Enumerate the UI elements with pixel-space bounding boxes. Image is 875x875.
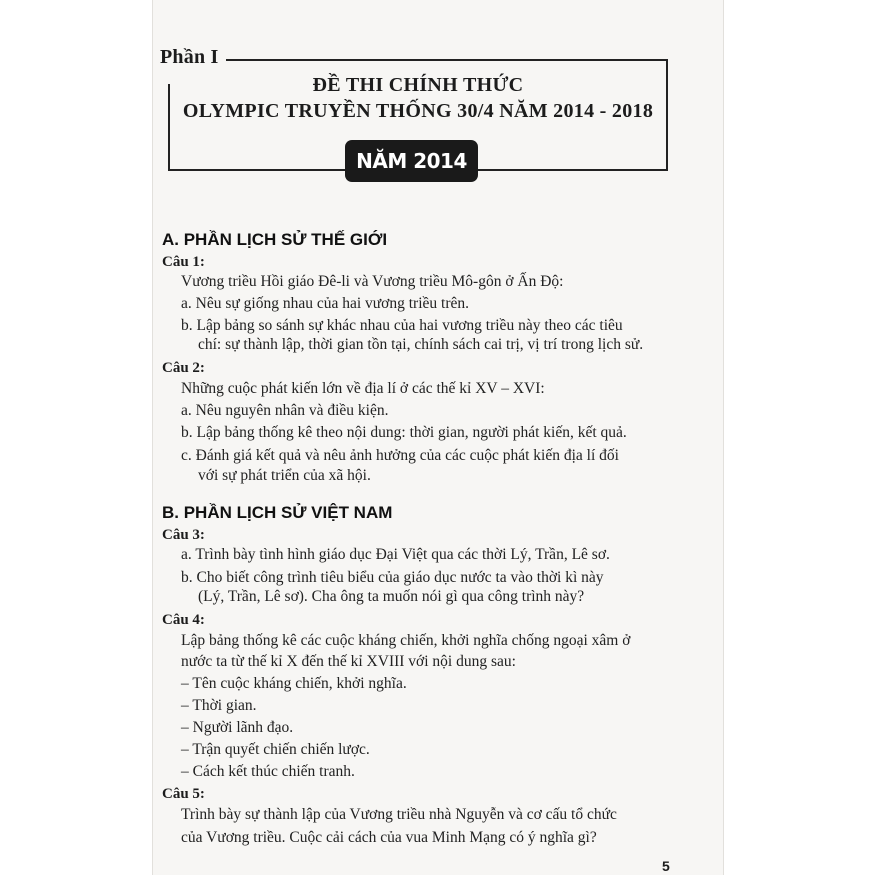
title-frame-top	[328, 59, 668, 61]
question-4-label: Câu 4:	[162, 612, 205, 628]
q2-c-line2: với sự phát triển của xã hội.	[198, 467, 371, 484]
title-line-1: ĐỀ THI CHÍNH THỨC	[312, 74, 524, 96]
q3-b-line2: (Lý, Trần, Lê sơ). Cha ông ta muốn nói gì qua công trình này?	[198, 588, 585, 605]
question-3-label: Câu 3:	[162, 527, 205, 543]
q3-a: a. Trình bày tình hình giáo dục Đại Việt qua các thời Lý, Trần, Lê sơ.	[181, 546, 610, 563]
q2-b: b. Lập bảng thống kê theo nội dung: thời gian, người phát kiến, kết quả.	[181, 424, 627, 441]
q3-b-line1: b. Cho biết công trình tiêu biểu của giáo dục nước ta vào thời kì này	[181, 569, 604, 586]
section-b-heading: B. PHẦN LỊCH SỬ VIỆT NAM	[162, 503, 393, 522]
question-1-label: Câu 1:	[162, 254, 205, 270]
year-badge: NĂM 2014	[345, 140, 478, 182]
q5-line1: Trình bày sự thành lập của Vương triều nhà Nguyễn và cơ cấu tổ chức	[181, 806, 617, 823]
page-number: 5	[662, 858, 670, 874]
q5-line2: của Vương triều. Cuộc cải cách của vua Minh Mạng có ý nghĩa gì?	[181, 829, 597, 846]
q1-b-line2: chí: sự thành lập, thời gian tồn tại, chính sách cai trị, vị trí trong lịch sử.	[198, 336, 644, 353]
question-5-label: Câu 5:	[162, 786, 205, 802]
q2-intro: Những cuộc phát kiến lớn về địa lí ở các thế kỉ XV – XVI:	[181, 380, 545, 397]
q4-intro-line1: Lập bảng thống kê các cuộc kháng chiến, khởi nghĩa chống ngoại xâm ở	[181, 632, 631, 649]
title-line-2: OLYMPIC TRUYỀN THỐNG 30/4 NĂM 2014 - 2018	[182, 100, 654, 122]
q4-item: – Tên cuộc kháng chiến, khởi nghĩa.	[181, 675, 407, 692]
q1-b-line1: b. Lập bảng so sánh sự khác nhau của hai vương triều này theo các tiêu	[181, 317, 623, 334]
q4-item: – Thời gian.	[181, 697, 257, 714]
q2-c-line1: c. Đánh giá kết quả và nêu ảnh hưởng của các cuộc phát kiến địa lí đối	[181, 447, 619, 464]
q4-item: – Trận quyết chiến chiến lược.	[181, 741, 370, 758]
title-frame-left	[168, 84, 170, 171]
q2-a: a. Nêu nguyên nhân và điều kiện.	[181, 402, 389, 419]
part-label: Phần I	[160, 46, 219, 68]
q1-intro: Vương triều Hồi giáo Đê-li và Vương triều Mô-gôn ở Ấn Độ:	[181, 273, 564, 290]
q1-a: a. Nêu sự giống nhau của hai vương triều trên.	[181, 295, 469, 312]
question-2-label: Câu 2:	[162, 360, 205, 376]
section-a-heading: A. PHẦN LỊCH SỬ THẾ GIỚI	[162, 230, 388, 249]
q4-intro-line2: nước ta từ thế kỉ X đến thế kỉ XVIII với nội dung sau:	[181, 653, 516, 670]
q4-item: – Người lãnh đạo.	[181, 719, 294, 736]
q4-item: – Cách kết thúc chiến tranh.	[181, 763, 355, 780]
